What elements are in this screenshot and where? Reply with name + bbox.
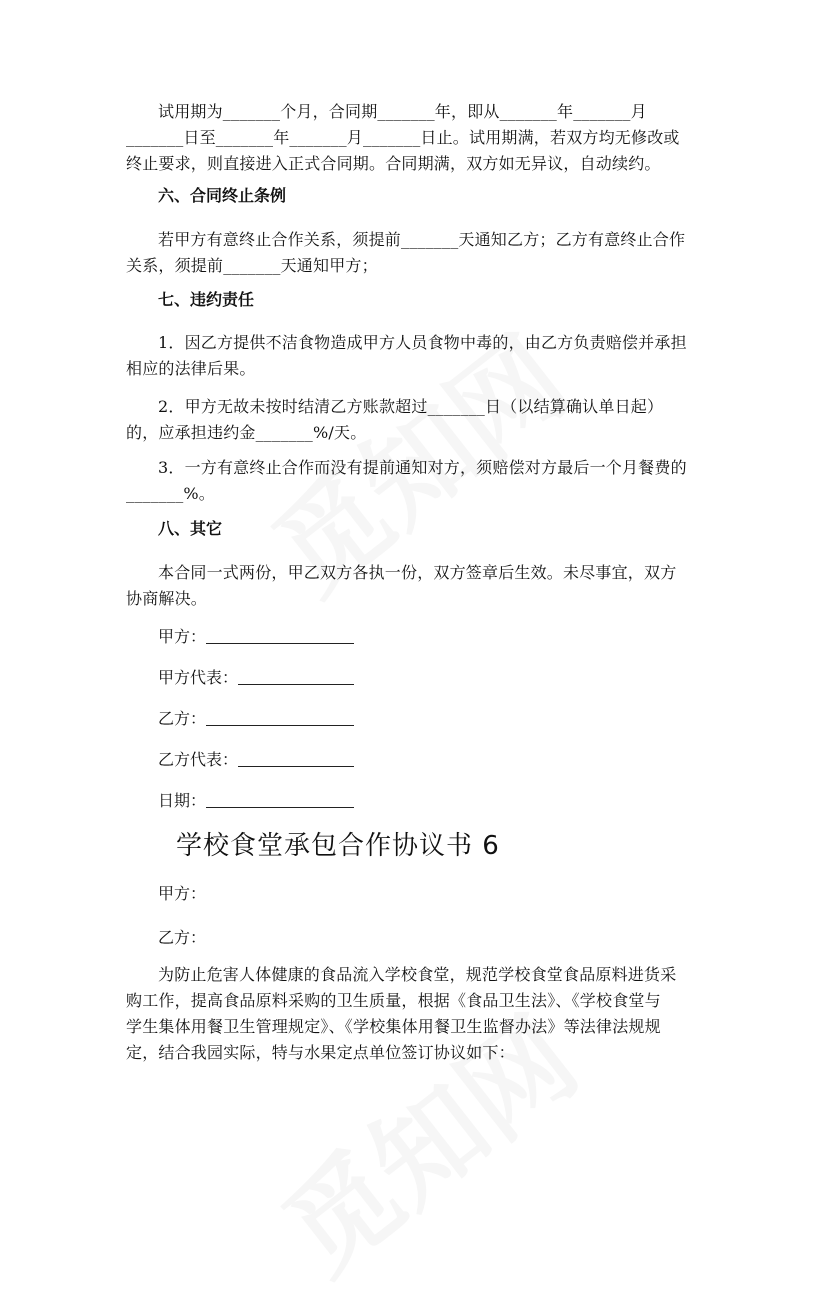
termination-paragraph — [126, 227, 706, 279]
signature-party-b — [158, 707, 354, 731]
section-heading: 七、违约责任 — [158, 290, 255, 309]
other-paragraph — [126, 560, 706, 612]
text-line: 购工作，提高食品原料采购的卫生质量，根据《食品卫生法》、《学校食堂与 — [126, 991, 661, 1010]
signature-line — [238, 668, 354, 685]
text-line: 1．因乙方提供不洁食物造成甲方人员食物中毒的，由乙方负责赔偿并承担 — [158, 333, 687, 352]
text-line: 若甲方有意终止合作关系，须提前_______天通知乙方；乙方有意终止合作 — [158, 230, 686, 249]
signature-line — [206, 709, 354, 726]
signature-party-b-rep — [158, 748, 354, 772]
text-line: 终止要求，则直接进入正式合同期。合同期满，双方如无异议，自动续约。 — [126, 154, 661, 173]
liability-item-3 — [126, 455, 706, 507]
trial-paragraph — [126, 99, 706, 177]
section-heading: 八、其它 — [158, 519, 223, 538]
text-line: 协商解决。 — [126, 589, 208, 608]
text-line: 的，应承担违约金_______%/天。 — [126, 423, 367, 442]
document-title: 学校食堂承包合作协议书 6 — [176, 831, 500, 861]
section-heading: 六、合同终止条例 — [158, 186, 287, 205]
liability-item-1 — [126, 330, 706, 382]
text-line: 试用期为_______个月，合同期_______年，即从_______年_______月 — [158, 102, 647, 121]
text-line: 关系，须提前_______天通知甲方； — [126, 256, 378, 275]
party-a-label: 甲方： — [158, 884, 207, 903]
signature-party-a — [158, 625, 354, 649]
liability-item-2 — [126, 394, 706, 446]
signature-party-a-rep — [158, 666, 354, 690]
signature-date — [158, 789, 354, 813]
signature-label: 甲方： — [158, 627, 207, 646]
text-line: 学生集体用餐卫生管理规定》、《学校集体用餐卫生监督办法》等法律法规规 — [126, 1017, 661, 1036]
text-line: 3．一方有意终止合作而没有提前通知对方，须赔偿对方最后一个月餐费的 — [158, 458, 687, 477]
text-line: 为防止危害人体健康的食品流入学校食堂，规范学校食堂食品原料进货采 — [158, 965, 677, 984]
text-line: 2．甲方无故未按时结清乙方账款超过_______日（以结算确认单日起） — [158, 397, 664, 416]
signature-line — [238, 750, 354, 767]
signature-label: 乙方代表： — [158, 750, 239, 769]
text-line: 本合同一式两份，甲乙双方各执一份，双方签章后生效。未尽事宜，双方 — [158, 563, 677, 582]
text-line: 相应的法律后果。 — [126, 359, 256, 378]
signature-line — [206, 791, 354, 808]
text-line: _______%。 — [126, 484, 216, 503]
signature-label: 乙方： — [158, 709, 207, 728]
signature-label: 日期： — [158, 791, 207, 810]
intro-paragraph — [126, 962, 706, 1066]
signature-label: 甲方代表： — [158, 668, 239, 687]
text-line: 定，结合我园实际，特与水果定点单位签订协议如下： — [126, 1043, 515, 1062]
party-b-label: 乙方： — [158, 928, 207, 947]
signature-line — [206, 627, 354, 644]
text-line: _______日至_______年_______月_______日止。试用期满，若双方均无修改或 — [126, 128, 680, 147]
